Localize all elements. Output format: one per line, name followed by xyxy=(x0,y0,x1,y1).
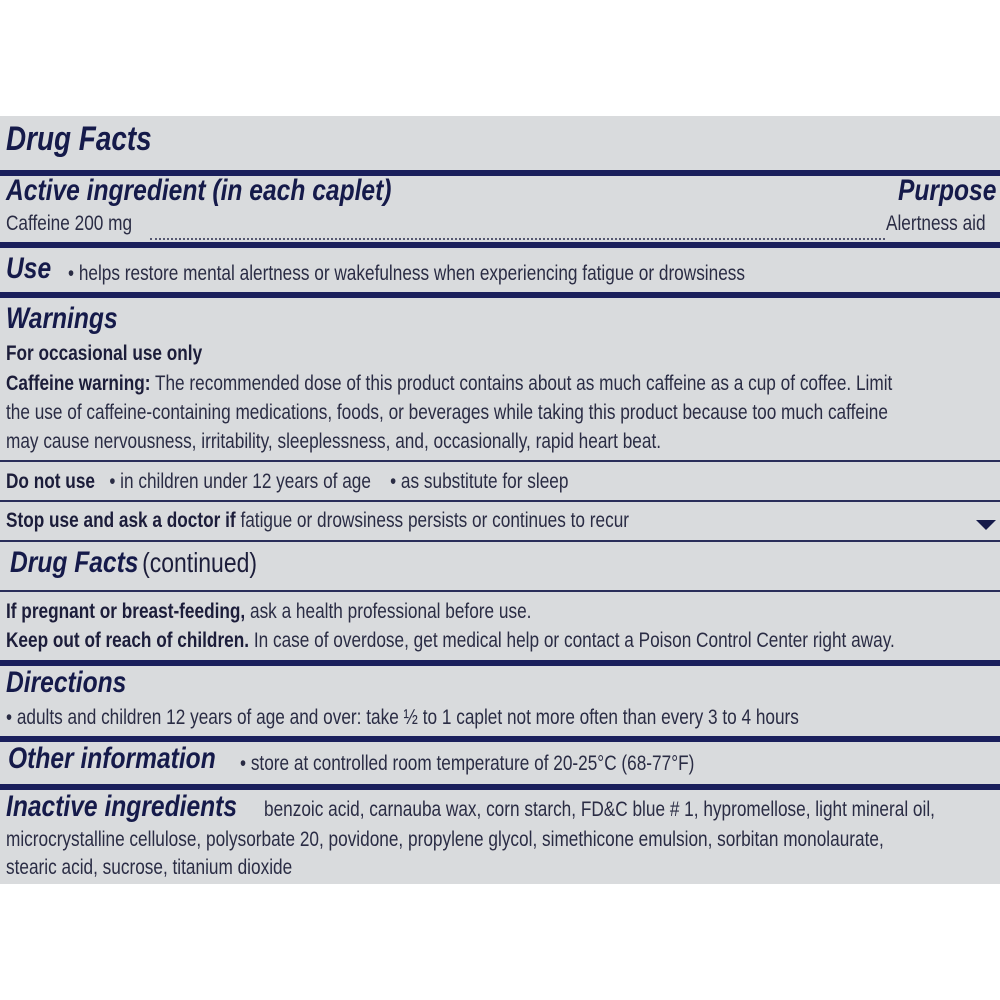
stop-use-text: fatigue or drowsiness persists or continues to recur xyxy=(240,509,630,532)
purpose-value: Alertness aid xyxy=(886,212,986,235)
pregnant-label: If pregnant or breast-feeding, xyxy=(6,600,246,623)
rule-thin xyxy=(0,500,1000,502)
caffeine-warning-label: Caffeine warning: xyxy=(6,372,151,395)
caffeine-warning-text: The recommended dose of this product contains about as much caffeine as a cup of coffee. Limit xyxy=(154,372,893,395)
directions-heading: Directions xyxy=(6,666,127,699)
other-information-text: • store at controlled room temperature of 20-25°C (68-77°F) xyxy=(240,752,695,775)
do-not-use-item: • in children under 12 years of age xyxy=(109,470,371,493)
directions-text: • adults and children 12 years of age and over: take ½ to 1 caplet not more often than every 3 to 4 hours xyxy=(6,706,799,729)
pregnant-row xyxy=(6,600,647,624)
dot-leader xyxy=(150,224,885,240)
inactive-ingredients-heading: Inactive ingredients xyxy=(6,790,238,823)
do-not-use-row xyxy=(6,470,692,494)
caffeine-warning-line-1 xyxy=(6,372,1000,396)
stop-use-row xyxy=(6,509,766,533)
active-ingredient-value: Caffeine 200 mg xyxy=(6,212,133,235)
rule-thin xyxy=(0,590,1000,592)
keep-out-label: Keep out of reach of children. xyxy=(6,629,250,652)
other-information-heading: Other information xyxy=(8,742,216,775)
pregnant-text: ask a health professional before use. xyxy=(249,600,532,623)
continued-title xyxy=(10,546,311,580)
occasional-use-note: For occasional use only xyxy=(6,342,203,365)
keep-out-row xyxy=(6,629,1000,653)
active-ingredient-heading: Active ingredient (in each caplet) xyxy=(6,174,392,207)
use-text: • helps restore mental alertness or wakefulness when experiencing fatigue or drowsiness xyxy=(68,262,746,285)
stop-use-label: Stop use and ask a doctor if xyxy=(6,509,236,532)
rule-thin xyxy=(0,540,1000,542)
inactive-ingredients-line-1: benzoic acid, carnauba wax, corn starch, FD&C blue # 1, hypromellose, light mineral oil, xyxy=(264,798,935,821)
continued-suffix: (continued) xyxy=(142,547,258,578)
inactive-ingredients-line-3: stearic acid, sucrose, titanium dioxide xyxy=(6,856,293,879)
rule-thick xyxy=(0,242,1000,248)
rule-thick xyxy=(0,292,1000,298)
do-not-use-item: • as substitute for sleep xyxy=(390,470,569,493)
keep-out-text: In case of overdose, get medical help or contact a Poison Control Center right away. xyxy=(253,629,895,652)
purpose-heading: Purpose xyxy=(898,174,997,207)
continued-title-main: Drug Facts xyxy=(10,546,139,579)
caffeine-warning-line-3: may cause nervousness, irritability, sleeplessness, and, occasionally, rapid heart beat. xyxy=(6,430,662,453)
drug-facts-panel xyxy=(0,116,1000,884)
continued-arrow-icon xyxy=(976,520,996,530)
rule-thin xyxy=(0,460,1000,462)
inactive-ingredients-line-2: microcrystalline cellulose, polysorbate 20, povidone, propylene glycol, simethicone emulsion, sorbitan monolaurate, xyxy=(6,828,884,851)
drug-facts-title: Drug Facts xyxy=(6,120,152,158)
do-not-use-label: Do not use xyxy=(6,470,95,493)
warnings-heading: Warnings xyxy=(6,302,118,335)
caffeine-warning-line-2: the use of caffeine-containing medications, foods, or beverages while taking this product because too much caffeine xyxy=(6,401,888,424)
use-heading: Use xyxy=(6,252,52,285)
